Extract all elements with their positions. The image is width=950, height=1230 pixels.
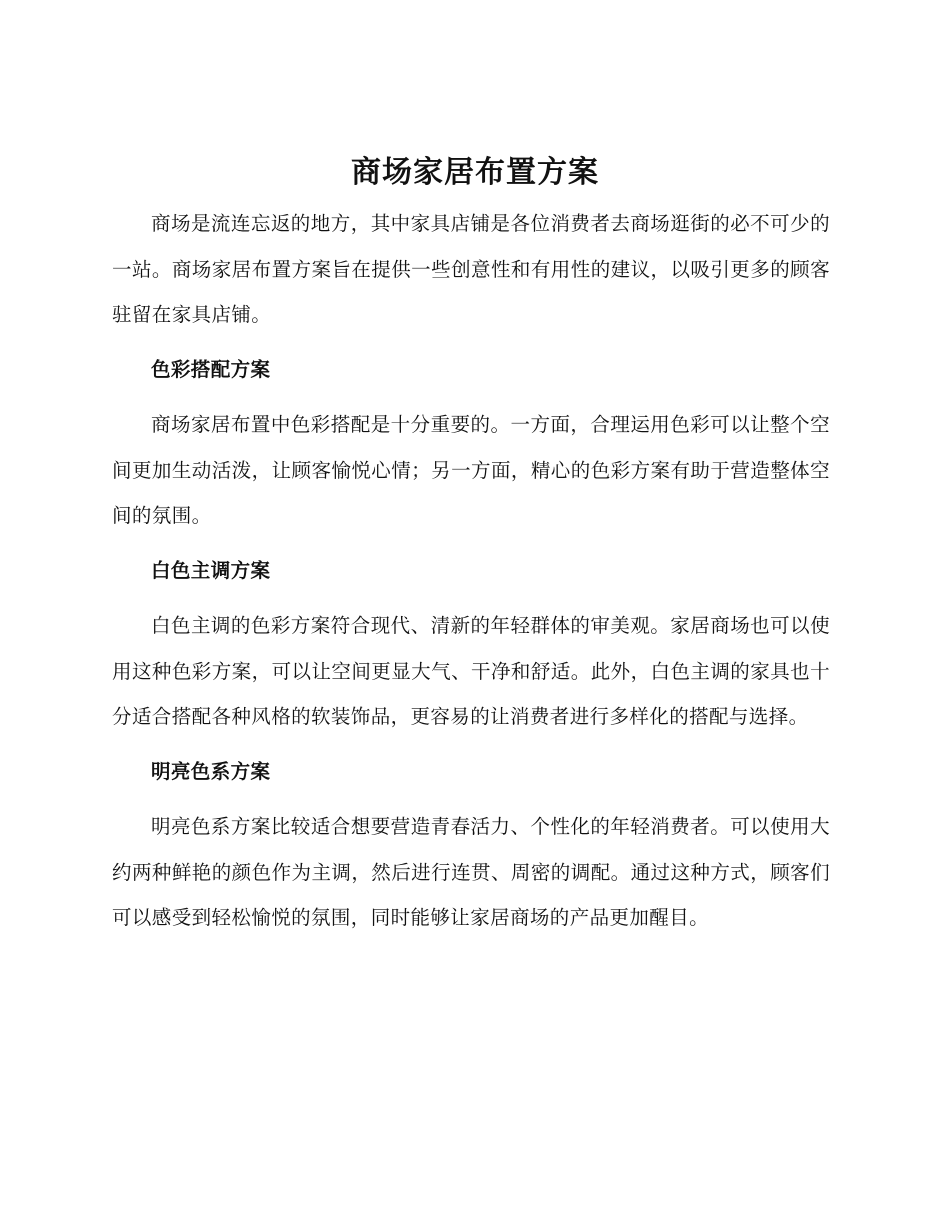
section-heading: 色彩搭配方案 (151, 357, 271, 381)
section-bright-colors (112, 749, 830, 941)
section-paragraph: 商场家居布置中色彩搭配是十分重要的。一方面，合理运用色彩可以让整个空间更加生动活泼，让顾客愉悦心情；另一方面，精心的色彩方案有助于营造整体空间的氛围。 (112, 413, 830, 527)
section-heading: 白色主调方案 (151, 558, 271, 582)
section-paragraph: 明亮色系方案比较适合想要营造青春活力、个性化的年轻消费者。可以使用大约两种鲜艳的颜色作为主调，然后进行连贯、周密的调配。通过这种方式，顾客们可以感受到轻松愉悦的氛围，同时能够让家居商场的产品更加醒目。 (112, 815, 830, 929)
document-title: 商场家居布置方案 (351, 155, 599, 190)
section-color-matching (112, 347, 830, 539)
section-paragraph: 白色主调的色彩方案符合现代、清新的年轻群体的审美观。家居商场也可以使用这种色彩方案，可以让空间更显大气、干净和舒适。此外，白色主调的家具也十分适合搭配各种风格的软装饰品，更容易的让消费者进行多样化的搭配与选择。 (112, 614, 830, 728)
section-white-tone (112, 548, 830, 740)
section-heading: 明亮色系方案 (151, 759, 271, 783)
document-body (112, 201, 830, 941)
intro-paragraph: 商场是流连忘返的地方，其中家具店铺是各位消费者去商场逛街的必不可少的一站。商场家居布置方案旨在提供一些创意性和有用性的建议，以吸引更多的顾客驻留在家具店铺。 (112, 212, 830, 326)
